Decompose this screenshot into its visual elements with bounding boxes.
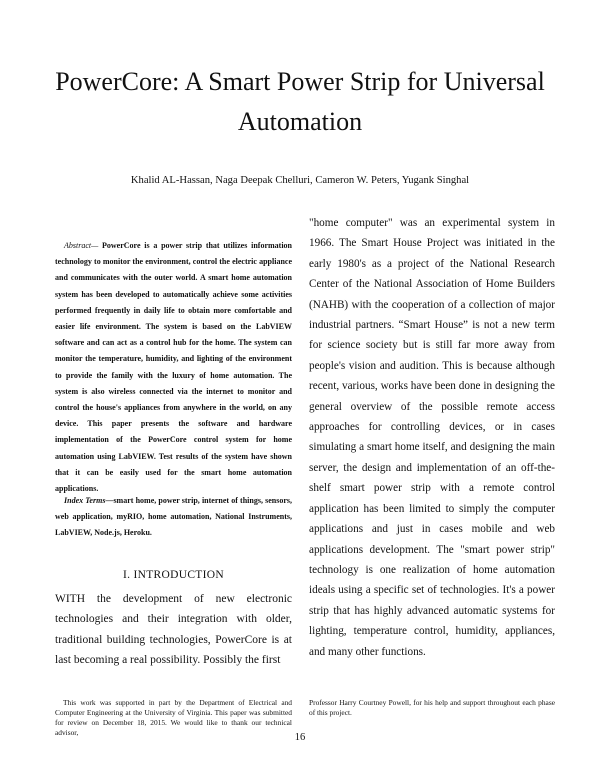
footnote-right: Professor Harry Courtney Powell, for his help and support throughout each phase of this project. [309,698,555,717]
abstract-body: PowerCore is a power strip that utilizes information technology to monitor the environment, control the electric appliance and communicates with the outer world. A smart home automation system has been developed to automatically achieve some activities performed frequently in daily life to obtain more comfortable and easier life environment. The system is based on the LabVIEW software and can act as a control hub for the home. The system can monitor the temperature, humidity, and lighting of the environment to provide the family with the luxury of home automation. The system is also wireless connected via the internet to monitor and control the house's appliances from anywhere in the world, on any device. This paper presents the software and hardware implementation of the PowerCore control system for home automation using LabVIEW. Test results of the system have shown that it can be easily used for the smart home automation applications. [55,241,292,494]
abstract [55,238,292,497]
introduction-paragraph: WITH the development of new electronic technologies and their integration with older, traditional building technologies, PowerCore is at last becoming a real possibility. Possibly the first [55,593,292,666]
section-heading-introduction: I. INTRODUCTION [123,569,224,581]
index-terms-body: —smart home, power strip, internet of things, sensors, web application, myRIO, home automation, National Instruments, LabVIEW, Node.js, Heroku. [55,496,292,538]
author-list: Khalid AL-Hassan, Naga Deepak Chelluri, Cameron W. Peters, Yugank Singhal [130,175,470,186]
abstract-lead: Abstract— [64,241,99,250]
right-column-paragraph: "home computer" was an experimental system in 1966. The Smart House Project was initiated in the early 1980's as a project of the National Research Center of the National Association of Home Builders (NAHB) with the cooperation of a collection of major industrial partners. “Smart House” is not a new term for science society but is still far more away from people's vision and audition. This is because although recent, various, works have been done in designing the general overview of the possible remote access approaches for controlling devices, or in cases simulating a smart home itself, and designing the main server, the design and implementation of an off-the-shelf smart power strip with a remote control application has been limited to simply the computer applications and just in cases mobile and web applications development. The "smart power strip" technology is one realization of home automation ideals using a specific set of technologies. It's a power strip that has highly advanced automatic systems for lighting, temperature control, humidity, appliances, and many other functions. [309,217,555,658]
paper-title: PowerCore: A Smart Power Strip for Universal Automation [55,67,545,136]
page-number: 16 [294,732,306,743]
footnote-left: This work was supported in part by the Department of Electrical and Computer Engineering at the University of Virginia. This paper was submitted for review on December 18, 2015. We would like to thank our technical advisor, [55,698,292,737]
index-terms-lead: Index Terms [64,496,106,505]
index-terms [55,493,292,542]
